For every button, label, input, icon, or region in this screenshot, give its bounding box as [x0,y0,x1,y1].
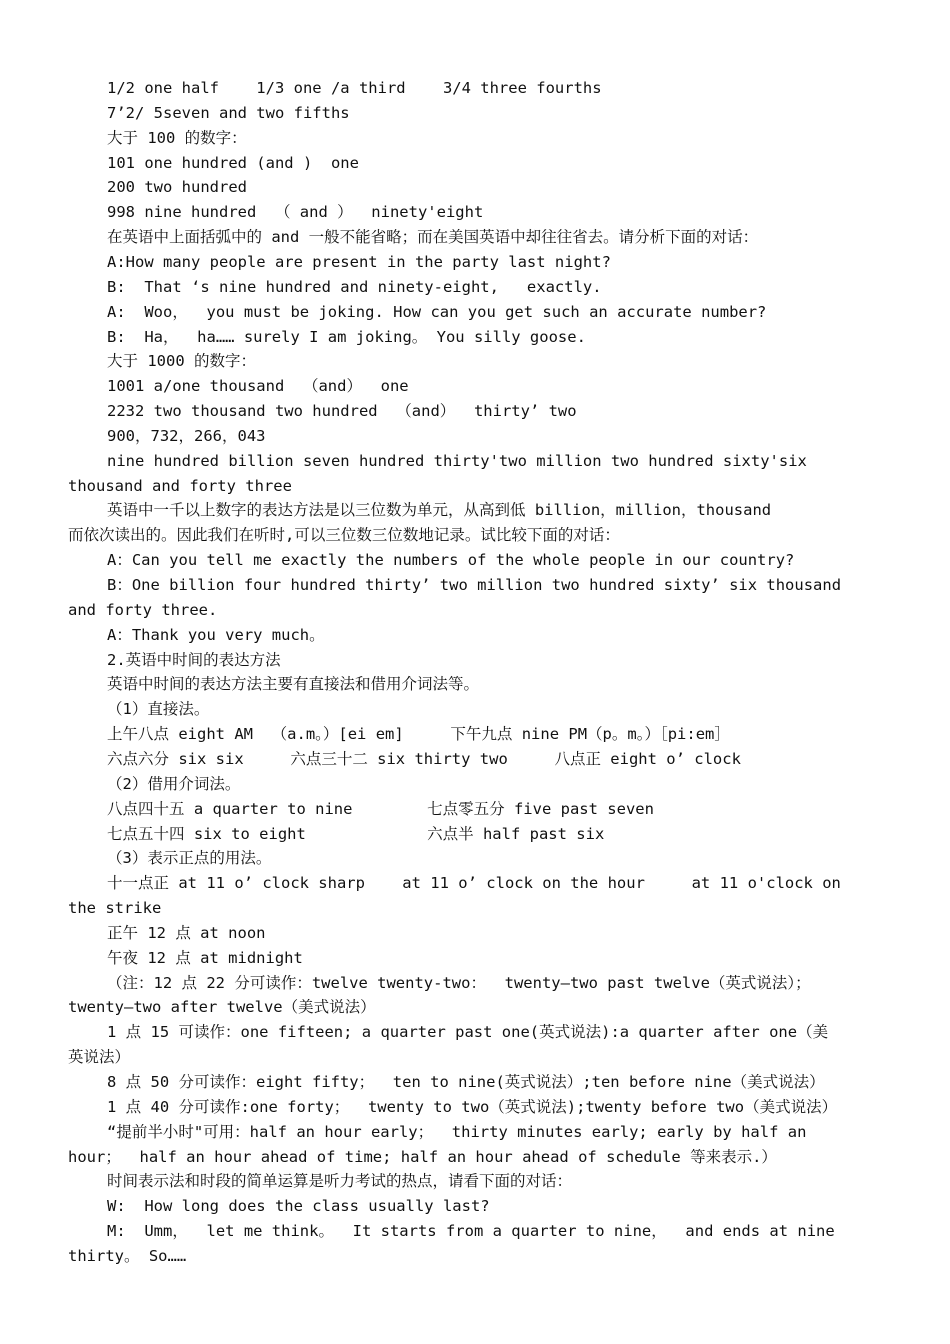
text-line: A: Woo， you must be joking. How can you get such an accurate number? [107,302,767,321]
text-line: 大于 1000 的数字： [107,352,256,371]
text-line: 七点五十四 six to eight 六点半 half past six [107,824,605,843]
text-line: 上午八点 eight AM （a.m。）[ei em] 下午九点 nine PM（p。m。）［pi:em］ [107,725,730,744]
text-line: 而依次读出的。因此我们在听时,可以三位数三位数地记录。试比较下面的对话： [68,526,620,545]
text-line: 8 点 50 分可读作：eight fifty； ten to nine(英式说法）;ten before nine（美式说法） [107,1073,825,1091]
text-line: 英语中时间的表达方法主要有直接法和借用介词法等。 [107,675,480,694]
text-line: 1 点 40 分可读作:one forty； twenty to two（英式说法);twenty before two（美式说法） [107,1097,838,1116]
text-line: 2.英语中时间的表达方法 [107,650,281,669]
text-line: M: Umm， let me think。 It starts from a quarter to nine， and ends at nine [107,1222,835,1241]
text-line: 1 点 15 可读作：one fifteen; a quarter past one(英式说法):a quarter after one（美 [107,1023,829,1042]
text-line: thousand and forty three [68,476,292,495]
text-line: 英语中一千以上数字的表达方法是以三位数为单元，从高到低 billion，million，thousand [107,501,772,520]
text-line: 大于 100 的数字： [107,128,247,147]
text-line: “提前半小时"可用：half an hour early； thirty minutes early; early by half an [107,1122,807,1141]
text-line: B：One billion four hundred thirty’ two million two hundred sixty’ six thousand [107,576,842,594]
text-line: （1）直接法。 [107,700,210,719]
text-line: 998 nine hundred （ and ） ninety'eight [107,203,484,222]
text-line: 1/2 one half 1/3 one /a third 3/4 three fourths [107,79,602,97]
text-line: （2）借用介词法。 [107,774,241,793]
text-line: 时间表示法和时段的简单运算是听力考试的热点，请看下面的对话： [107,1172,573,1191]
text-line: 十一点正 at 11 o’ clock sharp at 11 o’ clock on the hour at 11 o'clock on [107,874,841,893]
text-line: 正午 12 点 at noon [107,923,266,942]
text-line: 2232 two thousand two hundred （and） thirty’ two [107,402,577,421]
text-line: A：Thank you very much。 [107,625,325,644]
text-line: 900，732，266，043 [107,426,266,445]
text-line: W: How long does the class usually last? [107,1197,490,1216]
text-line: 午夜 12 点 at midnight [107,948,303,967]
text-line: nine hundred billion seven hundred thirty'two million two hundred sixty'six [107,451,807,470]
text-line: twenty—two after twelve（美式说法） [68,998,376,1017]
text-line: hour； half an hour ahead of time; half an hour ahead of schedule 等来表示.） [68,1147,777,1166]
text-line: 7’2/ 5seven and two fifths [107,103,350,122]
text-line: B: That ‘s nine hundred and ninety-eight, exactly. [107,277,602,296]
text-line: 101 one hundred (and ) one [107,153,359,172]
text-line: （3）表示正点的用法。 [107,849,272,868]
text-line: 在英语中上面括弧中的 and 一般不能省略；而在美国英语中却往往省去。请分析下面的对话： [107,228,759,247]
text-line: B: Ha， ha…… surely I am joking。 You silly goose. [107,327,586,346]
text-line: 八点四十五 a quarter to nine 七点零五分 five past seven [107,799,654,818]
text-line: A：Can you tell me exactly the numbers of the whole people in our country? [107,551,795,570]
text-line: 1001 a/one thousand （and） one [107,377,409,396]
text-line: （注：12 点 22 分可读作：twelve twenty-two： twenty—two past twelve（英式说法）； [107,973,811,992]
text-line: thirty。 So…… [68,1246,187,1265]
text-line: the strike [68,899,162,918]
text-line: 六点六分 six six 六点三十二 six thirty two 八点正 eight o’ clock [107,749,741,768]
text-line: 英说法） [68,1048,131,1067]
text-line: and forty three. [68,600,218,619]
text-line: A:How many people are present in the party last night? [107,252,611,271]
text-line: 200 two hundred [107,178,247,197]
